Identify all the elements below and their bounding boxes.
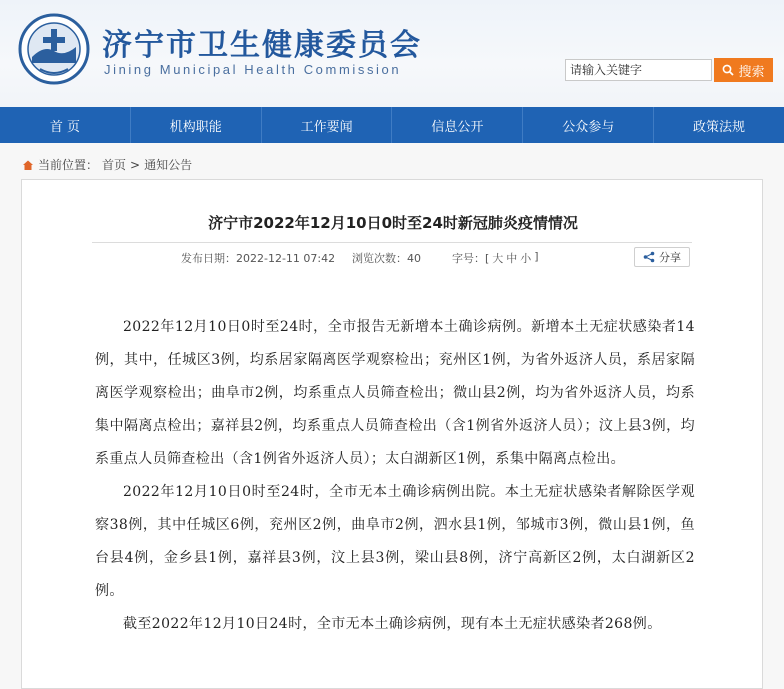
breadcrumb-prefix: 当前位置：	[38, 158, 99, 172]
nav-item-participation[interactable]: 公众参与	[523, 107, 654, 143]
view-count-label: 浏览次数：	[352, 252, 407, 265]
article-card	[21, 179, 763, 689]
font-size-small[interactable]: 小	[520, 252, 532, 265]
nav-item-institutions[interactable]: 机构职能	[131, 107, 262, 143]
font-size-close: ]	[534, 250, 539, 263]
search-button[interactable]	[714, 58, 773, 82]
nav-item-news[interactable]: 工作要闻	[262, 107, 393, 143]
article-body	[95, 311, 695, 641]
site-header	[0, 0, 784, 107]
nav-item-home[interactable]: 首 页	[0, 107, 131, 143]
font-size-label: 字号：[	[452, 252, 490, 265]
site-title: 济宁市卫生健康委员会	[102, 28, 422, 63]
nav-item-policies[interactable]: 政策法规	[693, 119, 746, 135]
view-count-value: 40	[407, 252, 421, 265]
publish-date-label: 发布日期：	[181, 252, 236, 265]
font-size-large[interactable]: 大	[492, 252, 504, 265]
font-size-medium[interactable]: 中	[506, 252, 518, 265]
search-icon	[722, 64, 734, 76]
breadcrumb-home-link[interactable]: 首页	[102, 158, 127, 172]
site-subtitle: Jining Municipal Health Commission	[104, 62, 402, 77]
search-input[interactable]	[565, 59, 712, 81]
search-button-label: 搜索	[738, 64, 765, 80]
publish-date-value: 2022-12-11 07:42	[236, 252, 336, 265]
title-divider	[92, 242, 692, 243]
breadcrumb-separator: >	[130, 157, 141, 172]
main-nav	[0, 107, 784, 143]
share-button[interactable]	[634, 247, 690, 267]
article-paragraph-2: 2022年12月10日0时至24时，全市无本土确诊病例出院。本土无症状感染者解除医学观察38例，其中任城区6例，兖州区2例，曲阜市2例，泗水县1例，邹城市3例，微山县1例，鱼台县4例，金乡县1例，嘉祥县3例，汶上县3例，梁山县8例，济宁高新区2例，太白湖新区2例。	[95, 484, 695, 599]
share-label: 分享	[659, 251, 681, 264]
publish-date	[181, 250, 335, 266]
article-paragraph-3: 截至2022年12月10日24时，全市无本土确诊病例，现有本土无症状感染者268例。	[123, 616, 662, 632]
article-title: 济宁市2022年12月10日0时至24时新冠肺炎疫情情况	[208, 214, 578, 232]
share-icon	[643, 251, 655, 263]
article-paragraph-1: 2022年12月10日0时至24时，全市报告无新增本土确诊病例。新增本土无症状感染者14例，其中，任城区3例，均系居家隔离医学观察检出；兖州区1例，为省外返济人员，系居家隔离医学观察检出；曲阜市2例，均系重点人员筛查检出；微山县2例，均为省外返济人员，均系集中隔离点检出；嘉祥县2例，均系重点人员筛查检出（含1例省外返济人员）；汶上县3例，均系重点人员筛查检出（含1例省外返济人员）；太白湖新区1例，系集中隔离点检出。	[95, 319, 695, 467]
health-commission-emblem-icon	[18, 13, 90, 85]
breadcrumb-current[interactable]: 通知公告	[144, 158, 193, 172]
font-size-switcher	[452, 250, 539, 266]
home-icon	[22, 159, 34, 171]
nav-item-disclosure[interactable]: 信息公开	[392, 107, 523, 143]
view-count	[352, 250, 421, 266]
breadcrumb	[22, 156, 192, 173]
